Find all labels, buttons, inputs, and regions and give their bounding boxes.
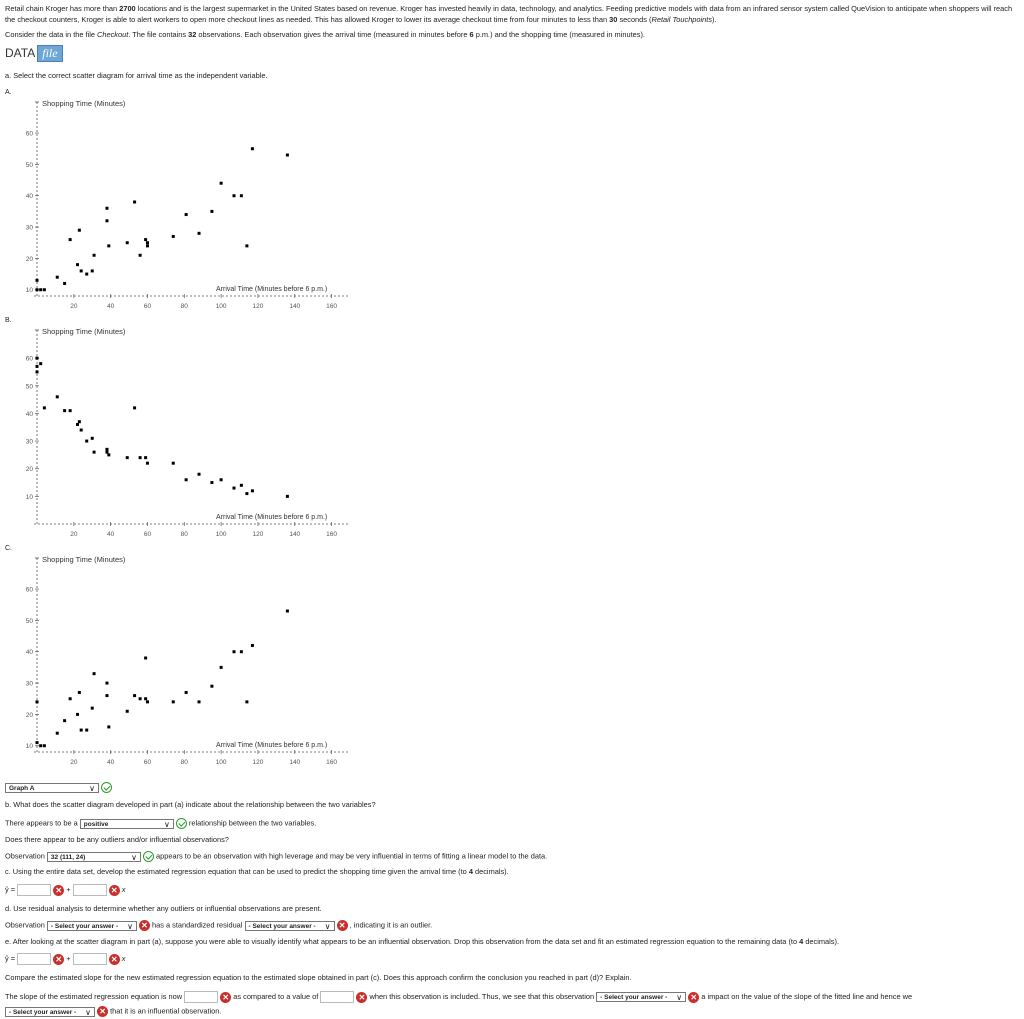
- part-b-line3: [5, 851, 547, 862]
- correct-check-icon: [143, 851, 154, 862]
- text: relationship between the two variables.: [188, 818, 317, 828]
- x-tick-label: 100: [215, 759, 227, 766]
- data-point: [85, 729, 88, 732]
- data-point: [63, 282, 66, 285]
- outlier-observation-select[interactable]: [47, 921, 137, 931]
- old-slope-value-input[interactable]: [320, 991, 354, 1003]
- new-slope-input[interactable]: [73, 953, 107, 965]
- data-point: [80, 269, 83, 272]
- data-point: [78, 420, 81, 423]
- data-point: [39, 744, 42, 747]
- observation-select-value: 32 (111, 24): [50, 853, 86, 861]
- impact-select[interactable]: [596, 992, 686, 1002]
- data-point: [146, 244, 149, 247]
- text: decimals).: [472, 867, 509, 876]
- data-point: [185, 691, 188, 694]
- text: e. After looking at the scatter diagram in part (a), suppose you were able to visually identify what appears to be an influential observation. Drop this observation from the data set and fit an estimated regression equation to the remaining data (to: [5, 937, 800, 946]
- x-tick-label: 80: [180, 303, 188, 310]
- text: decimals).: [803, 937, 839, 946]
- part-b-line2: Does there appear to be any outliers and/or influential observations?: [5, 835, 229, 844]
- relationship-select[interactable]: [80, 819, 174, 829]
- data-point: [80, 729, 83, 732]
- data-point: [146, 700, 149, 703]
- data-point: [93, 672, 96, 675]
- chevron-down-icon: ∨: [127, 921, 133, 931]
- data-point: [43, 744, 46, 747]
- text: a impact on the value of the slope of the fitted line and hence we: [701, 991, 913, 1001]
- y-tick-label: 40: [25, 193, 33, 201]
- option-label: C.: [5, 545, 12, 552]
- data-point: [172, 462, 175, 465]
- observation-select[interactable]: [47, 852, 141, 862]
- part-a-question: a. Select the correct scatter diagram for arrival time as the independent variable.: [5, 71, 268, 80]
- data-point: [233, 194, 236, 197]
- intro-number: 32: [188, 30, 197, 39]
- data-point: [36, 370, 39, 373]
- chevron-down-icon: ∨: [324, 921, 331, 931]
- data-point: [133, 694, 136, 697]
- data-point: [78, 229, 81, 232]
- data-point: [251, 489, 254, 492]
- x-tick-label: 160: [326, 531, 338, 538]
- data-point: [198, 700, 201, 703]
- residual-select[interactable]: [245, 921, 335, 931]
- decimals-number: 4: [799, 937, 804, 946]
- text: has a standardized residual: [152, 920, 243, 930]
- data-point: [245, 492, 248, 495]
- part-e-conclusion-row: [5, 1006, 221, 1017]
- data-point: [36, 288, 39, 291]
- intro-text: ).: [712, 15, 717, 24]
- y-tick-label: 20: [25, 711, 33, 719]
- incorrect-x-icon: ✕: [109, 885, 120, 896]
- text: appears to be an observation with high leverage and may be very influential in terms of fitting a linear model to the data.: [156, 851, 548, 861]
- x-tick-label: 20: [70, 303, 78, 310]
- scatter-charts: [0, 86, 360, 776]
- data-point: [220, 478, 223, 481]
- correct-check-icon: [101, 782, 112, 793]
- conclusion-select[interactable]: [5, 1007, 95, 1017]
- incorrect-x-icon: ✕: [97, 1006, 108, 1017]
- part-e-slope-row: [5, 991, 912, 1003]
- intro-paragraph-2: [5, 29, 1017, 40]
- data-point: [233, 487, 236, 490]
- data-point: [105, 694, 108, 697]
- data-point: [85, 440, 88, 443]
- incorrect-x-icon: ✕: [356, 992, 367, 1003]
- new-intercept-input[interactable]: [17, 953, 51, 965]
- text: when this observation is included. Thus, we see that this observation: [369, 991, 595, 1001]
- part-e-equation: [5, 953, 125, 965]
- part-b-line1: [5, 818, 316, 829]
- x-tick-label: 40: [107, 303, 115, 310]
- x-tick-label: 40: [107, 531, 115, 538]
- data-point: [286, 154, 289, 157]
- correct-check-icon: [176, 818, 187, 829]
- option-label: A.: [5, 89, 12, 96]
- text: Observation: [5, 851, 45, 861]
- x-tick-label: 100: [215, 531, 227, 538]
- text: that it is an influential observation.: [110, 1006, 222, 1016]
- graph-select[interactable]: [5, 783, 99, 793]
- yhat-label: ŷ =: [5, 884, 16, 894]
- data-point: [172, 700, 175, 703]
- data-point: [76, 713, 79, 716]
- plus-sign: +: [66, 953, 71, 963]
- data-point: [210, 685, 213, 688]
- chevron-down-icon: ∨: [131, 852, 137, 862]
- y-tick-label: 30: [25, 680, 33, 688]
- file-icon[interactable]: file: [37, 45, 62, 62]
- data-point: [80, 429, 83, 432]
- data-point: [105, 207, 108, 210]
- y-tick-label: 30: [25, 224, 33, 232]
- data-point: [39, 288, 42, 291]
- x-tick-label: 60: [143, 303, 152, 310]
- x-tick-label: 140: [289, 759, 301, 766]
- part-c-question: [5, 867, 509, 876]
- intro-text: Consider the data in the file: [5, 30, 98, 39]
- data-point: [146, 241, 149, 244]
- intro-number: 2700: [119, 4, 136, 13]
- x-tick-label: 20: [70, 531, 78, 538]
- y-tick-label: 10: [25, 743, 33, 751]
- x-tick-label: 80: [180, 759, 188, 766]
- data-point: [85, 273, 88, 276]
- part-c-equation: [5, 884, 125, 896]
- y-tick-label: 10: [25, 287, 33, 295]
- x-tick-label: 120: [252, 531, 264, 538]
- data-point: [210, 481, 213, 484]
- x-tick-label: 20: [70, 759, 78, 766]
- incorrect-x-icon: ✕: [337, 920, 348, 931]
- incorrect-x-icon: ✕: [139, 920, 150, 931]
- intro-text: p.m.) and the shopping time (measured in minutes).: [473, 30, 645, 39]
- select-value: - Select your answer -: [50, 922, 119, 930]
- data-point: [105, 219, 108, 222]
- data-point: [144, 657, 147, 660]
- select-value: - Select your answer -: [248, 922, 316, 930]
- data-point: [245, 700, 248, 703]
- y-tick-label: 50: [25, 617, 33, 625]
- x-tick-label: 120: [252, 759, 264, 766]
- data-point: [210, 210, 213, 213]
- text: as compared to a value of: [233, 991, 319, 1001]
- data-point: [43, 406, 46, 409]
- data-point: [63, 409, 66, 412]
- data-point: [36, 357, 39, 360]
- relationship-select-value: positive: [83, 820, 109, 828]
- data-point: [56, 395, 59, 398]
- data-point: [63, 719, 66, 722]
- data-point: [36, 700, 39, 703]
- y-axis-label: Shopping Time (Minutes): [42, 555, 126, 564]
- data-point: [93, 254, 96, 257]
- x-tick-label: 100: [215, 303, 227, 310]
- new-slope-value-input[interactable]: [184, 991, 218, 1003]
- file-name: Checkout: [97, 30, 129, 39]
- data-point: [126, 241, 129, 244]
- data-point: [126, 710, 129, 713]
- y-tick-label: 30: [25, 438, 33, 446]
- intro-text: . The file contains: [128, 30, 189, 39]
- intro-number: 30: [609, 15, 618, 24]
- data-point: [76, 423, 79, 426]
- data-point: [251, 147, 254, 150]
- data-point: [144, 456, 147, 459]
- y-tick-label: 20: [25, 466, 33, 474]
- chevron-down-icon: ∨: [163, 819, 170, 829]
- incorrect-x-icon: ✕: [53, 954, 64, 965]
- y-axis-label: Shopping Time (Minutes): [42, 327, 126, 336]
- y-tick-label: 50: [25, 161, 33, 169]
- data-point: [36, 279, 39, 282]
- data-point: [185, 478, 188, 481]
- data-point: [144, 238, 147, 241]
- data-point: [198, 473, 201, 476]
- data-point: [36, 741, 39, 744]
- x-tick-label: 40: [107, 759, 115, 766]
- text: c. Using the entire data set, develop the estimated regression equation that can be used to predict the shopping time given the arrival time (to: [5, 867, 469, 876]
- y-axis-label: Shopping Time (Minutes): [42, 99, 126, 108]
- x-tick-label: 60: [143, 531, 152, 538]
- data-point: [39, 362, 42, 365]
- data-point: [91, 707, 94, 710]
- intro-source: Retail Touchpoints: [651, 15, 713, 24]
- data-point: [144, 697, 147, 700]
- data-point: [233, 650, 236, 653]
- data-point: [185, 213, 188, 216]
- option-label: B.: [5, 317, 12, 324]
- chevron-down-icon: ∨: [89, 783, 95, 793]
- chevron-down-icon: ∨: [85, 1007, 91, 1017]
- data-point: [139, 456, 142, 459]
- part-e-compare: Compare the estimated slope for the new estimated regression equation to the estimated slope obtained in part (c). Does this approach confirm the conclusion you reached in part (d)? Explain.: [5, 973, 632, 982]
- data-point: [69, 238, 72, 241]
- plus-sign: +: [66, 884, 71, 894]
- data-label: DATA: [5, 46, 36, 60]
- y-tick-label: 50: [25, 383, 33, 391]
- data-file-badge[interactable]: [5, 45, 63, 62]
- intro-text: locations and is the largest supermarket in the United States based on revenue. Kroger has invested heavily in data, technology, and analytics. Feeding predictive models with data from an infrared sensor system called QueVision to anticipate when shoppers will reach the checkout counters, Kroger is able to alert workers to open more checkout lines as needed. This has allowed Kroger to lower its average checkout time from four minutes to less than: [5, 4, 1013, 24]
- y-tick-label: 20: [25, 255, 33, 263]
- data-point: [105, 451, 108, 454]
- data-point: [139, 254, 142, 257]
- text: There appears to be a: [5, 818, 78, 828]
- incorrect-x-icon: ✕: [220, 992, 231, 1003]
- y-tick-label: 60: [25, 355, 33, 363]
- part-b-question: b. What does the scatter diagram developed in part (a) indicate about the relationship between the two variables?: [5, 800, 376, 809]
- select-value: - Select your answer -: [600, 994, 668, 1001]
- data-point: [105, 448, 108, 451]
- data-point: [133, 406, 136, 409]
- data-point: [91, 269, 94, 272]
- data-point: [69, 409, 72, 412]
- data-point: [133, 201, 136, 204]
- text: The slope of the estimated regression equation is now: [5, 991, 183, 1001]
- data-point: [220, 666, 223, 669]
- incorrect-x-icon: ✕: [109, 954, 120, 965]
- data-point: [78, 691, 81, 694]
- intro-text: Retail chain Kroger has more than: [5, 4, 120, 13]
- part-d-question: d. Use residual analysis to determine whether any outliers or influential observations are present.: [5, 904, 322, 913]
- x-tick-label: 160: [326, 759, 338, 766]
- data-point: [220, 182, 223, 185]
- text: Observation: [5, 920, 45, 930]
- intro-number: 6: [469, 30, 474, 39]
- data-point: [56, 732, 59, 735]
- part-e-question: [5, 937, 839, 946]
- x-variable: x: [121, 884, 126, 894]
- intro-text: observations. Each observation gives the arrival time (measured in minutes before: [196, 30, 470, 39]
- data-point: [240, 650, 243, 653]
- x-tick-label: 140: [289, 531, 301, 538]
- data-point: [56, 276, 59, 279]
- data-point: [105, 682, 108, 685]
- data-point: [36, 365, 39, 368]
- x-tick-label: 140: [289, 303, 301, 310]
- select-value: - Select your answer -: [9, 1008, 77, 1016]
- text: , indicating it is an outlier.: [349, 920, 433, 930]
- data-point: [245, 244, 248, 247]
- x-tick-label: 60: [143, 759, 152, 766]
- problem-intro: [5, 3, 1017, 40]
- intro-text: seconds (: [617, 15, 652, 24]
- y-tick-label: 40: [25, 410, 33, 418]
- incorrect-x-icon: ✕: [53, 885, 64, 896]
- data-point: [240, 194, 243, 197]
- data-point: [251, 644, 254, 647]
- data-point: [107, 244, 110, 247]
- yhat-label: ŷ =: [5, 953, 16, 963]
- y-tick-label: 40: [25, 649, 33, 657]
- data-point: [198, 232, 201, 235]
- answer-a-row: [5, 782, 112, 793]
- data-point: [139, 697, 142, 700]
- data-point: [240, 484, 243, 487]
- data-point: [126, 456, 129, 459]
- data-point: [172, 235, 175, 238]
- x-axis-label: Arrival Time (Minutes before 6 p.m.): [216, 286, 328, 293]
- data-point: [43, 288, 46, 291]
- data-point: [69, 697, 72, 700]
- y-tick-label: 10: [25, 493, 33, 501]
- x-tick-label: 160: [326, 303, 338, 310]
- chevron-down-icon: ∨: [676, 993, 683, 1002]
- y-tick-label: 60: [25, 586, 33, 594]
- data-point: [76, 263, 79, 266]
- x-tick-label: 120: [252, 303, 264, 310]
- x-axis-label: Arrival Time (Minutes before 6 p.m.): [216, 514, 328, 521]
- x-tick-label: 80: [180, 531, 188, 538]
- graph-select-value: Graph A: [9, 784, 35, 792]
- incorrect-x-icon: ✕: [688, 992, 699, 1003]
- data-point: [91, 437, 94, 440]
- data-point: [93, 451, 96, 454]
- data-point: [286, 610, 289, 613]
- x-axis-label: Arrival Time (Minutes before 6 p.m.): [216, 742, 328, 749]
- decimals-number: 4: [468, 867, 473, 876]
- data-point: [107, 725, 110, 728]
- data-point: [107, 453, 110, 456]
- y-tick-label: 60: [25, 130, 33, 138]
- x-variable: x: [121, 953, 126, 963]
- slope-input[interactable]: [73, 884, 107, 896]
- part-d-row: [5, 920, 432, 931]
- data-point: [146, 462, 149, 465]
- data-point: [286, 495, 289, 498]
- intercept-input[interactable]: [17, 884, 51, 896]
